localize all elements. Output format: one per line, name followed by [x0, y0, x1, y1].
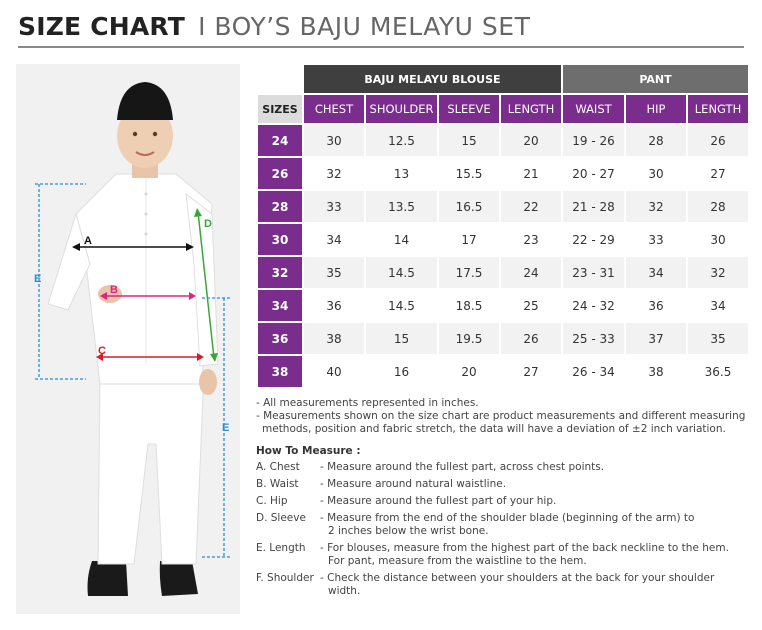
table-cell: 33	[304, 191, 364, 222]
how-to-desc-line: - Measure around natural waistline.	[320, 478, 507, 490]
how-to-desc-line: width.	[328, 585, 361, 597]
how-to-desc-line: 2 inches below the wrist bone.	[328, 525, 489, 537]
table-cell: 19 - 26	[563, 125, 624, 156]
table-cell: 24	[501, 257, 561, 288]
table-cell: 23	[501, 224, 561, 255]
table-cell: 14.5	[366, 290, 437, 321]
table-row	[258, 191, 748, 222]
size-cell: 28	[258, 191, 302, 222]
how-to-desc-line: - Measure from the end of the shoulder blade (beginning of the arm) to	[320, 512, 695, 524]
table-cell: 34	[688, 290, 748, 321]
how-to-desc	[320, 495, 756, 508]
label-b: B	[110, 284, 118, 296]
how-to-label: B. Waist	[256, 478, 299, 490]
table-cell: 20	[501, 125, 561, 156]
table-cell: 25	[501, 290, 561, 321]
group-header-pant: PANT	[563, 65, 748, 93]
table-cell: 26 - 34	[563, 356, 624, 387]
table-row	[258, 323, 748, 354]
how-to-label: F. Shoulder	[256, 572, 314, 584]
size-cell: 32	[258, 257, 302, 288]
table-cell: 19.5	[439, 323, 499, 354]
column-header-waist: WAIST	[563, 95, 624, 123]
how-to-item-hip	[256, 495, 756, 508]
title-divider	[18, 46, 744, 48]
size-table	[256, 63, 750, 389]
how-to-item-length	[256, 542, 756, 568]
table-cell: 26	[688, 125, 748, 156]
note-line: methods, position and fabric stretch, the data will have a deviation of ±2 inch variation.	[262, 423, 726, 435]
label-e-left: E	[34, 273, 42, 285]
how-to-desc-line: - Check the distance between your shoulders at the back for your shoulder	[320, 572, 715, 584]
size-cell: 36	[258, 323, 302, 354]
column-header-hip: HIP	[626, 95, 686, 123]
model-photo	[16, 64, 240, 614]
table-cell: 34	[626, 257, 686, 288]
column-header-chest: CHEST	[304, 95, 364, 123]
column-header-blouse-length: LENGTH	[501, 95, 561, 123]
table-cell: 15	[439, 125, 499, 156]
table-cell: 35	[688, 323, 748, 354]
table-cell: 33	[626, 224, 686, 255]
size-cell: 38	[258, 356, 302, 387]
how-to-desc	[320, 461, 756, 474]
table-cell: 40	[304, 356, 364, 387]
column-header-sleeve: SLEEVE	[439, 95, 499, 123]
table-cell: 30	[304, 125, 364, 156]
table-row	[258, 158, 748, 189]
table-cell: 17.5	[439, 257, 499, 288]
label-d: D	[204, 218, 212, 230]
title-main: SIZE CHART	[18, 12, 186, 41]
table-cell: 14.5	[366, 257, 437, 288]
table-cell: 22	[501, 191, 561, 222]
table-cell: 38	[304, 323, 364, 354]
table-cell: 23 - 31	[563, 257, 624, 288]
how-to-item-waist	[256, 478, 756, 491]
table-cell: 38	[626, 356, 686, 387]
label-e-right: E	[222, 422, 230, 434]
how-to-desc	[320, 572, 756, 598]
table-cell: 18.5	[439, 290, 499, 321]
table-cell: 12.5	[366, 125, 437, 156]
how-to-label: A. Chest	[256, 461, 300, 473]
table-cell: 36	[626, 290, 686, 321]
table-row	[258, 224, 748, 255]
table-cell: 36.5	[688, 356, 748, 387]
how-to-desc	[320, 478, 756, 491]
table-cell: 34	[304, 224, 364, 255]
table-cell: 32	[626, 191, 686, 222]
how-to-desc-line: - For blouses, measure from the highest part of the back neckline to the hem.	[320, 542, 729, 554]
how-to-label: C. Hip	[256, 495, 288, 507]
group-header-row	[258, 65, 748, 93]
table-cell: 30	[688, 224, 748, 255]
how-to-label: D. Sleeve	[256, 512, 306, 524]
how-to-label: E. Length	[256, 542, 306, 554]
table-cell: 28	[626, 125, 686, 156]
table-cell: 16.5	[439, 191, 499, 222]
table-cell: 20	[439, 356, 499, 387]
column-header-shoulder: SHOULDER	[366, 95, 437, 123]
how-to-measure-list	[256, 461, 756, 602]
size-cell: 30	[258, 224, 302, 255]
table-cell: 16	[366, 356, 437, 387]
how-to-item-shoulder	[256, 572, 756, 598]
table-cell: 22 - 29	[563, 224, 624, 255]
table-cell: 21	[501, 158, 561, 189]
column-header-sizes: SIZES	[258, 95, 302, 123]
model-figure-illustration	[16, 64, 240, 614]
how-to-item-sleeve	[256, 512, 756, 538]
table-cell: 25 - 33	[563, 323, 624, 354]
table-cell: 37	[626, 323, 686, 354]
table-cell: 36	[304, 290, 364, 321]
table-cell: 20 - 27	[563, 158, 624, 189]
page-title	[18, 12, 530, 41]
table-row	[258, 257, 748, 288]
table-cell: 26	[501, 323, 561, 354]
group-header-spacer	[258, 65, 302, 93]
note-line: - Measurements shown on the size chart are product measurements and different measuring	[256, 410, 746, 422]
note-line: - All measurements represented in inches.	[256, 397, 479, 409]
how-to-desc	[320, 542, 756, 568]
how-to-desc	[320, 512, 756, 538]
how-to-measure-title: How To Measure :	[256, 445, 361, 457]
table-cell: 13.5	[366, 191, 437, 222]
size-cell: 26	[258, 158, 302, 189]
table-cell: 28	[688, 191, 748, 222]
table-cell: 15	[366, 323, 437, 354]
table-cell: 17	[439, 224, 499, 255]
table-cell: 32	[688, 257, 748, 288]
table-row	[258, 356, 748, 387]
measurement-notes	[256, 397, 756, 436]
table-cell: 27	[501, 356, 561, 387]
table-row	[258, 125, 748, 156]
how-to-desc-line: - Measure around the fullest part of your hip.	[320, 495, 557, 507]
table-cell: 32	[304, 158, 364, 189]
table-cell: 35	[304, 257, 364, 288]
title-sub: I BOY’S BAJU MELAYU SET	[198, 12, 531, 41]
table-cell: 15.5	[439, 158, 499, 189]
table-cell: 13	[366, 158, 437, 189]
label-a: A	[84, 235, 92, 247]
column-header-pant-length: LENGTH	[688, 95, 748, 123]
label-c: C	[98, 345, 106, 357]
table-row	[258, 290, 748, 321]
size-cell: 34	[258, 290, 302, 321]
how-to-desc-line: For pant, measure from the waistline to the hem.	[328, 555, 587, 567]
group-header-blouse: BAJU MELAYU BLOUSE	[304, 65, 561, 93]
table-cell: 27	[688, 158, 748, 189]
table-cell: 21 - 28	[563, 191, 624, 222]
column-header-row	[258, 95, 748, 123]
size-cell: 24	[258, 125, 302, 156]
table-cell: 30	[626, 158, 686, 189]
how-to-item-chest	[256, 461, 756, 474]
table-cell: 14	[366, 224, 437, 255]
table-cell: 24 - 32	[563, 290, 624, 321]
how-to-desc-line: - Measure around the fullest part, across chest points.	[320, 461, 605, 473]
